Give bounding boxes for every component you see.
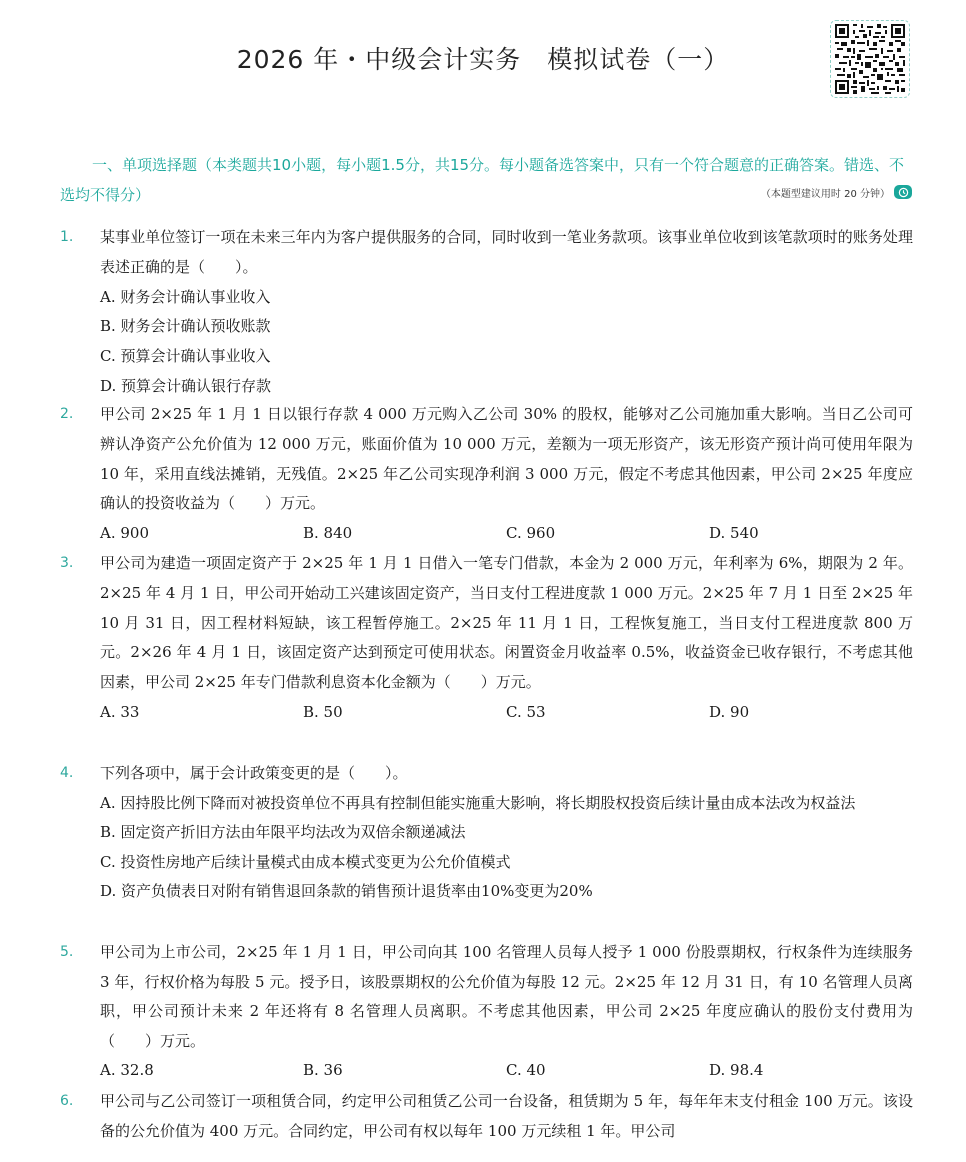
section-heading: 一、单项选择题（本类题共10小题，每小题1.5分，共15分。每小题备选答案中，只有一个符合题意的正确答案。错选、不选均不得分） (60, 156, 905, 204)
clock-icon (894, 185, 912, 199)
option-c: C. 投资性房地产后续计量模式由成本模式变更为公允价值模式 (100, 852, 511, 871)
option-b: B. 36 (303, 1061, 343, 1080)
question-2 (60, 400, 913, 549)
option-a: A. 因持股比例下降而对被投资单位不再具有控制但能实施重大影响，将长期股权投资后续计量由成本法改为权益法 (100, 793, 856, 812)
option-a: A. 900 (100, 524, 149, 543)
option-b: B. 840 (303, 524, 353, 543)
question-text: 甲公司 2×25 年 1 月 1 日以银行存款 4 000 万元购入乙公司 30% 的股权，能够对乙公司施加重大影响。当日乙公司可辨认净资产公允价值为 12 000 万元，账面价值为 10 000 万元，差额为一项无形资产，该无形资产预计尚可使用年限为 10 年，采用直线法摊销，无残值。2×25 年乙公司实现净利润 3 000 万元，假定不考虑其他因素，甲公司 2×25 年度应确认的投资收益为（ ）万元。 (100, 405, 913, 513)
option-c: C. 40 (506, 1061, 546, 1080)
question-3 (60, 549, 913, 728)
option-d: D. 预算会计确认银行存款 (100, 376, 272, 395)
qr-code (830, 20, 910, 98)
option-a: A. 32.8 (100, 1061, 154, 1080)
option-b: B. 固定资产折旧方法由年限平均法改为双倍余额递减法 (100, 823, 466, 842)
option-a: A. 33 (100, 702, 140, 721)
qr-code-icon (835, 24, 905, 94)
option-c: C. 预算会计确认事业收入 (100, 347, 271, 366)
question-number: 6. (60, 1093, 74, 1109)
question-number: 5. (60, 944, 74, 960)
option-d: D. 90 (709, 702, 750, 721)
options-row (60, 1056, 913, 1086)
question-number: 1. (60, 229, 74, 245)
options-row (60, 519, 913, 549)
question-6 (60, 1087, 913, 1146)
option-b: B. 50 (303, 702, 343, 721)
question-4 (60, 759, 913, 907)
question-text: 甲公司与乙公司签订一项租赁合同，约定甲公司租赁乙公司一台设备，租赁期为 5 年，每年年末支付租金 100 万元。该设备的公允价值为 400 万元。合同约定，甲公司有权以每年 100 万元续租 1 年。甲公司 (100, 1092, 913, 1140)
option-c: C. 53 (506, 702, 546, 721)
option-c: C. 960 (506, 524, 556, 543)
time-hint-text: （本题型建议用时 20 分钟） (760, 188, 890, 200)
question-number: 3. (60, 555, 74, 571)
question-number: 4. (60, 765, 74, 781)
option-a: A. 财务会计确认事业收入 (100, 287, 271, 306)
option-d: D. 资产负债表日对附有销售退回条款的销售预计退货率由10%变更为20% (100, 882, 593, 901)
page-title: 2026 年・中级会计实务 模拟试卷（一） (236, 45, 730, 74)
question-1 (60, 223, 913, 402)
option-b: B. 财务会计确认预收账款 (100, 317, 271, 336)
time-hint (600, 182, 912, 202)
question-text: 甲公司为建造一项固定资产于 2×25 年 1 月 1 日借入一笔专门借款，本金为 2 000 万元，年利率为 6%，期限为 2 年。2×25 年 4 月 1 日，甲公司开始动工兴建该固定资产，当日支付工程进度款 1 000 万元。2×25 年 7 月 1 日至 2×25 年 10 月 31 日，因工程材料短缺，该工程暂停施工。2×25 年 11 月 1 日，工程恢复施工，当日支付工程进度款 800 万元。2×26 年 4 月 1 日，该固定资产达到预定可使用状态。闲置资金月收益率 0.5%，收益资金已收存银行，不考虑其他因素，甲公司 2×25 年专门借款利息资本化金额为（ ）万元。 (100, 554, 914, 692)
option-d: D. 540 (709, 524, 759, 543)
question-5 (60, 938, 913, 1086)
question-number: 2. (60, 406, 74, 422)
question-text: 甲公司为上市公司，2×25 年 1 月 1 日，甲公司向其 100 名管理人员每人授予 1 000 份股票期权，行权条件为连续服务 3 年，行权价格为每股 5 元。授予日，该股票期权的公允价值为每股 12 元。2×25 年 12 月 31 日，有 10 名管理人员离职，甲公司预计未来 2 年还将有 8 名管理人员离职。不考虑其他因素，甲公司 2×25 年度应确认的股份支付费用为（ ）万元。 (100, 943, 913, 1050)
option-d: D. 98.4 (709, 1061, 764, 1080)
question-text: 某事业单位签订一项在未来三年内为客户提供服务的合同，同时收到一笔业务款项。该事业单位收到该笔款项时的账务处理表述正确的是（ ）。 (100, 228, 913, 276)
question-text: 下列各项中，属于会计政策变更的是（ ）。 (100, 764, 408, 782)
options-row (60, 698, 913, 728)
